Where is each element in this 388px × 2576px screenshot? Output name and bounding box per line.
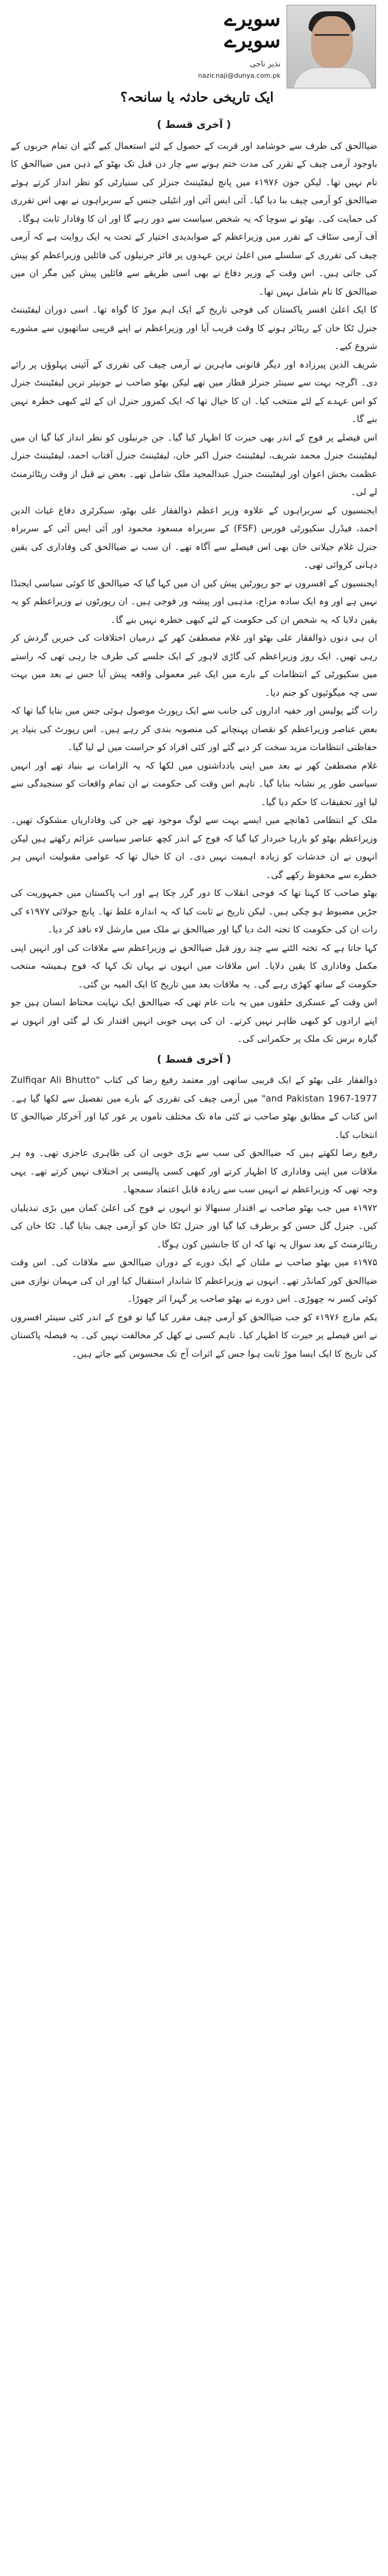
paragraph: ۱۹۷۲ء میں جب بھٹو صاحب نے اقتدار سنبھالا تو انہوں نے فوج کی اعلیٰ کمان میں بڑی تبدیلیاں کیں۔ جنرل گل حسن کو برطرف کیا گیا اور جنرل ٹکا خان کو آرمی چیف بنایا گیا۔ ٹکا خان کی ریٹائرمنٹ کے بعد سوال یہ تھا کہ ان کا جانشین کون ہوگا۔	[11, 1202, 377, 1250]
paragraph: بھٹو صاحب کا کہنا تھا کہ فوجی انقلاب کا دور گزر چکا ہے اور اب پاکستان میں جمہوریت کی جڑیں مضبوط ہو چکی ہیں۔ لیکن تاریخ نے ثابت کیا کہ یہ اندازہ غلط تھا۔ پانچ جولائی ۱۹۷۷ء کی رات ان کی حکومت کا تختہ الٹ دیا گیا اور ضیاالحق نے ملک میں مارشل لاء نافذ کر دیا۔	[11, 888, 377, 935]
author-photo-glasses	[315, 34, 349, 44]
paragraph: رفیع رضا لکھتے ہیں کہ ضیاالحق کی سب سے بڑی خوبی ان کی ظاہری عاجزی تھی۔ وہ ہر ملاقات میں اپنی وفاداری کا اظہار کرتے اور کبھی کسی پالیسی پر اختلاف نہیں کرتے تھے۔ یہی وجہ تھی کہ وزیراعظم نے انہیں سب سے زیادہ قابل اعتماد سمجھا۔	[11, 1148, 377, 1195]
author-photo	[287, 5, 376, 88]
paragraph: ملک کے انتظامی ڈھانچے میں ایسے بہت سے لوگ موجود تھے جن کی وفاداریاں مشکوک تھیں۔ وزیراعظم بھٹو کو بارہا خبردار کیا گیا کہ فوج کے اندر کچھ عناصر سیاسی عزائم رکھتے ہیں لیکن انہوں نے ان خدشات کو زیادہ اہمیت نہیں دی۔ ان کا خیال تھا کہ عوامی مقبولیت انہیں ہر خطرے سے محفوظ رکھے گی۔	[11, 815, 377, 880]
paragraph: اس وقت کے عسکری حلقوں میں یہ بات عام تھی کہ ضیاالحق ایک نہایت محتاط انسان ہیں جو اپنے ارادوں کو کبھی ظاہر نہیں کرتے۔ ان کی یہی خوبی انہیں اقتدار تک لے گئی اور انہوں نے گیارہ برس تک ملک پر حکمرانی کی۔	[11, 997, 377, 1044]
paragraph: ضیاالحق کی طرف سے خوشامد اور قربت کے حصول کے لئے استعمال کیے گئے ان تمام حربوں کے باوجود آرمی چیف کے تقرر کی مدت ختم ہونے سے چار دن قبل تک بھٹو کے ذہن میں ضیاالحق کا نام نہیں تھا۔ لیکن جون ۱۹۷۶ء میں پانچ لیفٹیننٹ جنرلز کی سنیارٹی کو نظر انداز کرتے ہوئے ضیاالحق کو آرمی چیف بنا دیا گیا۔ آئی ایس آئی اور انٹیلی جنس کے سربراہوں نے بھی اس تقرری کی حمایت کی۔ بھٹو نے سوچا کہ یہ شخص سیاست سے دور رہے گا اور ان کا وفادار ثابت ہوگا۔	[11, 140, 377, 224]
author-photo-shirt	[293, 68, 372, 88]
article-headline: ایک تاریخی حادثہ یا سانحہ؟	[120, 90, 274, 105]
paragraph: کہا جاتا ہے کہ تختہ الٹنے سے چند روز قبل ضیاالحق نے وزیراعظم سے ملاقات کی اور انہیں اپنی مکمل وفاداری کا یقین دلایا۔ اس ملاقات میں انہوں نے یہاں تک کہا کہ فوج ہمیشہ منتخب حکومت کے ساتھ کھڑی رہے گی۔ یہ ملاقات بعد میں تاریخ کا ایک المیہ بن گئی۔	[11, 942, 377, 990]
column-title: سویرے سویرے	[224, 7, 281, 53]
paragraph: رات گئے پولیس اور خفیہ اداروں کی جانب سے ایک رپورٹ موصول ہوئی جس میں بتایا گیا تھا کہ بعض عناصر وزیراعظم کو نقصان پہنچانے کی منصوبہ بندی کر رہے ہیں۔ اس رپورٹ کی بنیاد پر حفاظتی انتظامات مزید سخت کر دیے گئے اور کئی افراد کو حراست میں لے لیا گیا۔	[11, 705, 377, 752]
paragraph: ۱۹۷۵ء میں بھٹو صاحب نے ملتان کے ایک دورے کے دوران ضیاالحق سے ملاقات کی۔ اس وقت ضیاالحق کور کمانڈر تھے۔ انہوں نے وزیراعظم کا شاندار استقبال کیا اور ان کی مہمان نوازی میں کوئی کسر نہ چھوڑی۔ اس دورے نے بھٹو صاحب پر گہرا اثر چھوڑا۔	[11, 1257, 377, 1304]
paragraph: ایجنسیوں کے افسروں نے جو رپورٹیں پیش کیں ان میں کہا گیا کہ ضیاالحق کا کوئی سیاسی ایجنڈا نہیں ہے اور وہ ایک سادہ مزاج، مذہبی اور پیشہ ور فوجی ہیں۔ ان رپورٹوں نے وزیراعظم کو یہ یقین دلایا کہ یہ شخص ان کی حکومت کے لئے کبھی خطرہ نہیں بنے گا۔	[11, 577, 377, 625]
paragraph: ذوالفقار علی بھٹو کے ایک قریبی ساتھی اور معتمد رفیع رضا کی کتاب "Zulfiqar Ali Bhutto and Pakistan 1967-1977" میں آرمی چیف کی تقرری کے بارے میں تفصیل سے لکھا گیا ہے۔ اس کتاب کے مطابق بھٹو صاحب نے کئی ماہ تک مختلف ناموں پر غور کیا اور آخرکار ضیاالحق کا انتخاب کیا۔	[11, 1075, 377, 1140]
paragraph: ایجنسیوں کے سربراہوں کے علاوہ وزیر اعظم ذوالفقار علی بھٹو، سیکرٹری دفاع غیاث الدین احمد، فیڈرل سکیورٹی فورس (FSF) کے سربراہ مسعود محمود اور آئی ایس آئی کے سربراہ جنرل غلام جیلانی خان بھی اس فیصلے سے آگاہ تھے۔ ان سب نے ضیاالحق کی وفاداری کی یقین دہانی کروائی تھی۔	[11, 504, 377, 570]
paragraph: کا ایک اعلیٰ افسر پاکستان کی فوجی تاریخ کے ایک اہم موڑ کا گواہ تھا۔ اسی دوران لیفٹیننٹ جنرل ٹکا خان کے ریٹائر ہونے کا وقت قریب آیا اور وزیراعظم نے اپنے قریبی ساتھیوں سے مشورے شروع کیے۔	[11, 304, 377, 351]
author-email[interactable]: nazir.naji@dunya.com.pk	[198, 72, 281, 79]
column-header	[0, 0, 388, 105]
part-heading-2: ( آخری قسط )	[156, 1053, 232, 1066]
paragraph: آف آرمی سٹاف کے تقرر میں وزیراعظم کے صوابدیدی اختیار کے تحت یہ ایک روایت ہے کہ آرمی چیف کی تقرری کے سلسلے میں اعلیٰ ترین عہدوں پر فائز جرنیلوں کی فائلیں وزیراعظم کو پیش کی جاتی ہیں۔ اس وقت کے وزیر دفاع نے بھی اسی طریقے سے فائلیں پیش کیں مگر ان میں ضیاالحق کا نام شامل نہیں تھا۔	[11, 231, 377, 297]
paragraph: غلام مصطفیٰ کھر نے بعد میں اپنی یادداشتوں میں لکھا کہ یہ الزامات بے بنیاد تھے اور انہیں سیاسی طور پر نشانہ بنایا گیا۔ تاہم اس وقت کی حکومت نے ان تمام واقعات کو سنجیدگی سے لیا اور تحقیقات کا حکم دیا گیا۔	[11, 760, 377, 807]
paragraph: یکم مارچ ۱۹۷۶ء کو جب ضیاالحق کو آرمی چیف مقرر کیا گیا تو فوج کے اندر کئی سینئر افسروں نے اس فیصلے پر حیرت کا اظہار کیا۔ تاہم کسی نے کھل کر مخالفت نہیں کی۔ یہ فیصلہ پاکستان کی تاریخ کا ایک ایسا موڑ ثابت ہوا جس کے اثرات آج تک محسوس کیے جاتے ہیں۔	[11, 1311, 377, 1359]
author-name: نذیر ناجی	[250, 60, 281, 69]
part-heading-1: ( آخری قسط )	[156, 119, 232, 131]
article-body	[11, 114, 377, 2564]
paragraph: اس فیصلے پر فوج کے اندر بھی حیرت کا اظہار کیا گیا۔ جن جرنیلوں کو نظر انداز کیا گیا ان میں لیفٹیننٹ جنرل محمد شریف، لیفٹیننٹ جنرل اکبر خان، لیفٹیننٹ جنرل آفتاب احمد، لیفٹیننٹ جنرل عظمت بخش اعوان اور لیفٹیننٹ جنرل عبدالمجید ملک شامل تھے۔ بعض نے قبل از وقت ریٹائرمنٹ لے لی۔	[11, 432, 377, 497]
paragraph: شریف الدین پیرزادہ اور دیگر قانونی ماہرین نے آرمی چیف کی تقرری کے آئینی پہلوؤں پر رائے دی۔ اگرچہ بہت سے سینئر جنرلز قطار میں تھے لیکن بھٹو صاحب نے جونیئر ترین لیفٹیننٹ جنرل کو اس عہدے کے لئے منتخب کیا۔ ان کا خیال تھا کہ ایک کمزور جنرل ان کے لئے کبھی خطرہ نہیں بنے گا۔	[11, 359, 377, 424]
paragraph: ان ہی دنوں ذوالفقار علی بھٹو اور غلام مصطفیٰ کھر کے درمیان اختلافات کی خبریں گردش کر رہی تھیں۔ ایک روز وزیراعظم کی گاڑی لاہور کے ایک جلسے کی طرف جا رہی تھی کہ راستے میں سکیورٹی کے انتظامات کے بارے میں ایک غیر معمولی واقعہ پیش آیا جس نے بعد میں بہت سی چہ میگوئیوں کو جنم دیا۔	[11, 632, 377, 698]
